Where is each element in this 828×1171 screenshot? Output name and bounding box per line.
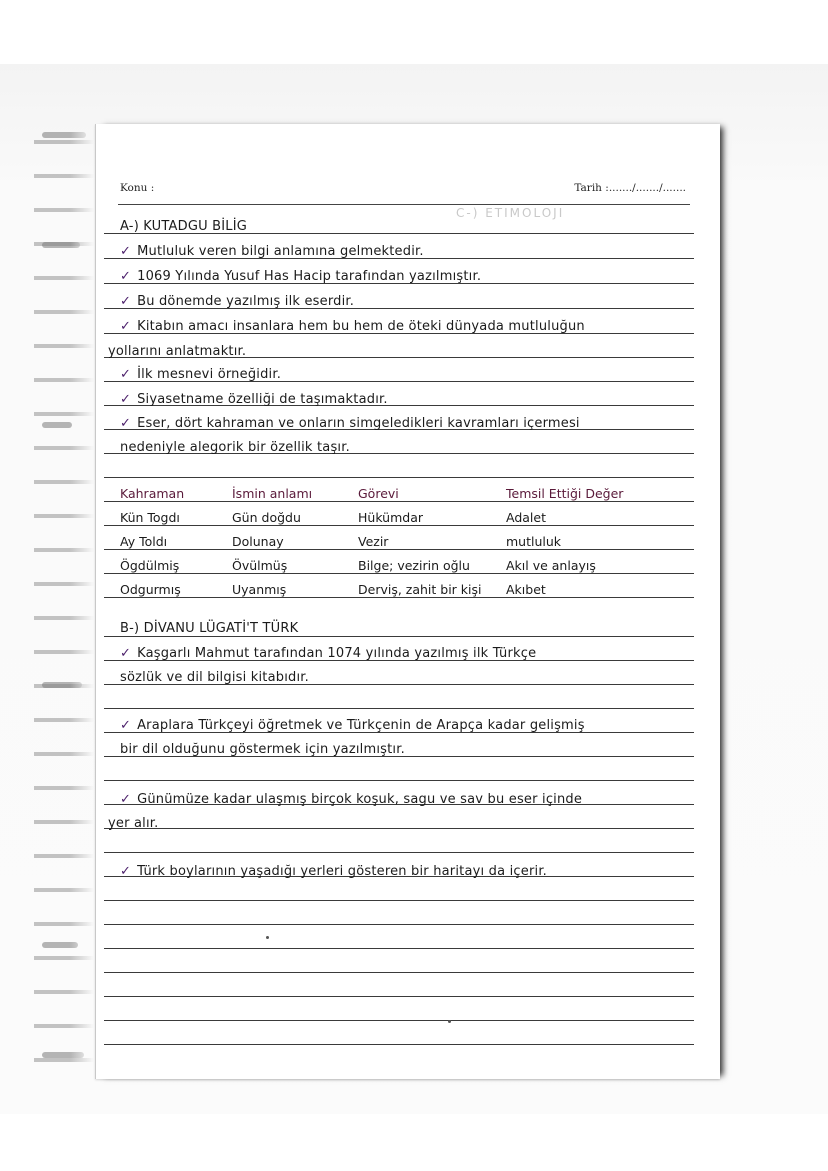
- ruled-line: [104, 948, 694, 949]
- section-b-bullet-continuation: yer alır.: [108, 816, 159, 831]
- torn-binding-edge: [34, 122, 94, 1092]
- section-b-bullet: ✓ Kaşgarlı Mahmut tarafından 1074 yılında yazılmış ilk Türkçe: [120, 646, 537, 661]
- pencil-dot: [448, 1020, 451, 1023]
- ruled-line: [104, 996, 694, 997]
- section-a-bullet: ✓ Bu dönemde yazılmış ilk eserdir.: [120, 294, 355, 309]
- table-cell: Gün doğdu: [232, 510, 301, 525]
- check-mark-icon: ✓: [120, 294, 132, 309]
- section-a-bullet: ✓ Mutluluk veren bilgi anlamına gelmektedir.: [120, 244, 424, 259]
- check-mark-icon: ✓: [120, 416, 132, 431]
- ruled-line: [104, 900, 694, 901]
- section-a-bullet: ✓ İlk mesnevi örneğidir.: [120, 367, 282, 382]
- ruled-line: [104, 501, 694, 502]
- section-a-heading: A-) KUTADGU BİLİG: [120, 219, 248, 234]
- table-cell: Kün Togdı: [120, 510, 180, 525]
- table-header-cell: Temsil Ettiği Değer: [506, 486, 624, 501]
- check-mark-icon: ✓: [120, 269, 132, 284]
- ruled-line: [104, 636, 694, 637]
- table-cell: Odgurmış: [120, 582, 181, 597]
- ruled-line: [104, 597, 694, 598]
- ruled-line: [104, 780, 694, 781]
- check-mark-icon: ✓: [120, 367, 132, 382]
- section-a-bullet-continuation: nedeniyle alegorik bir özellik taşır.: [120, 440, 350, 455]
- table-cell: Dolunay: [232, 534, 284, 549]
- check-mark-icon: ✓: [120, 319, 132, 334]
- notebook-page: [95, 124, 720, 1079]
- ruled-line: [104, 477, 694, 478]
- check-mark-icon: ✓: [120, 646, 132, 661]
- section-a-bullet: ✓ Siyasetname özelliği de taşımaktadır.: [120, 392, 388, 407]
- bleed-through-text: C-) ETIMOLOJI: [456, 206, 565, 220]
- table-cell: Övülmüş: [232, 558, 288, 573]
- ruled-line: [104, 852, 694, 853]
- table-cell: mutluluk: [506, 534, 562, 549]
- table-cell: Uyanmış: [232, 582, 287, 597]
- section-b-heading: B-) DİVANU LÜGATİ'T TÜRK: [120, 621, 299, 636]
- table-header-cell: Görevi: [358, 486, 399, 501]
- table-cell: Akıbet: [506, 582, 546, 597]
- section-b-bullet: ✓ Araplara Türkçeyi öğretmek ve Türkçenin de Arapça kadar gelişmiş: [120, 718, 585, 733]
- pencil-dot: [266, 936, 269, 939]
- check-mark-icon: ✓: [120, 392, 132, 407]
- table-cell: Derviş, zahit bir kişi: [358, 582, 482, 597]
- table-cell: Akıl ve anlayış: [506, 558, 596, 573]
- ruled-line: [104, 708, 694, 709]
- section-a-bullet-continuation: yollarını anlatmaktır.: [108, 344, 247, 359]
- ruled-line: [104, 828, 694, 829]
- check-mark-icon: ✓: [120, 864, 132, 879]
- section-b-bullet-continuation: bir dil olduğunu göstermek için yazılmıştır.: [120, 742, 405, 757]
- table-cell: Adalet: [506, 510, 546, 525]
- section-a-bullet: ✓ Kitabın amacı insanlara hem bu hem de öteki dünyada mutluluğun: [120, 319, 585, 334]
- table-cell: Ay Toldı: [120, 534, 168, 549]
- section-b-bullet: ✓ Günümüze kadar ulaşmış birçok koşuk, sagu ve sav bu eser içinde: [120, 792, 583, 807]
- check-mark-icon: ✓: [120, 244, 132, 259]
- table-cell: Ögdülmiş: [120, 558, 180, 573]
- ruled-line: [104, 525, 694, 526]
- section-b-bullet-continuation: sözlük ve dil bilgisi kitabıdır.: [120, 670, 309, 685]
- section-a-bullet: ✓ Eser, dört kahraman ve onların simgeledikleri kavramları içermesi: [120, 416, 580, 431]
- ruled-line: [104, 549, 694, 550]
- section-b-bullet: ✓ Türk boylarının yaşadığı yerleri gösteren bir haritayı da içerir.: [120, 864, 547, 879]
- ruled-line: [104, 1044, 694, 1045]
- table-cell: Bilge; vezirin oğlu: [358, 558, 470, 573]
- table-header-cell: Kahraman: [120, 486, 185, 501]
- check-mark-icon: ✓: [120, 792, 132, 807]
- table-header-cell: İsmin anlamı: [232, 486, 313, 501]
- ruled-line: [104, 1020, 694, 1021]
- tarih-label: Tarih :......./......./.......: [574, 182, 686, 194]
- table-cell: Vezir: [358, 534, 389, 549]
- ruled-line: [104, 573, 694, 574]
- konu-label: Konu :: [120, 182, 155, 194]
- table-cell: Hükümdar: [358, 510, 424, 525]
- ruled-line: [104, 924, 694, 925]
- header-rule: [118, 204, 690, 205]
- ruled-line: [104, 972, 694, 973]
- check-mark-icon: ✓: [120, 718, 132, 733]
- section-a-bullet: ✓ 1069 Yılında Yusuf Has Hacip tarafından yazılmıştır.: [120, 269, 482, 284]
